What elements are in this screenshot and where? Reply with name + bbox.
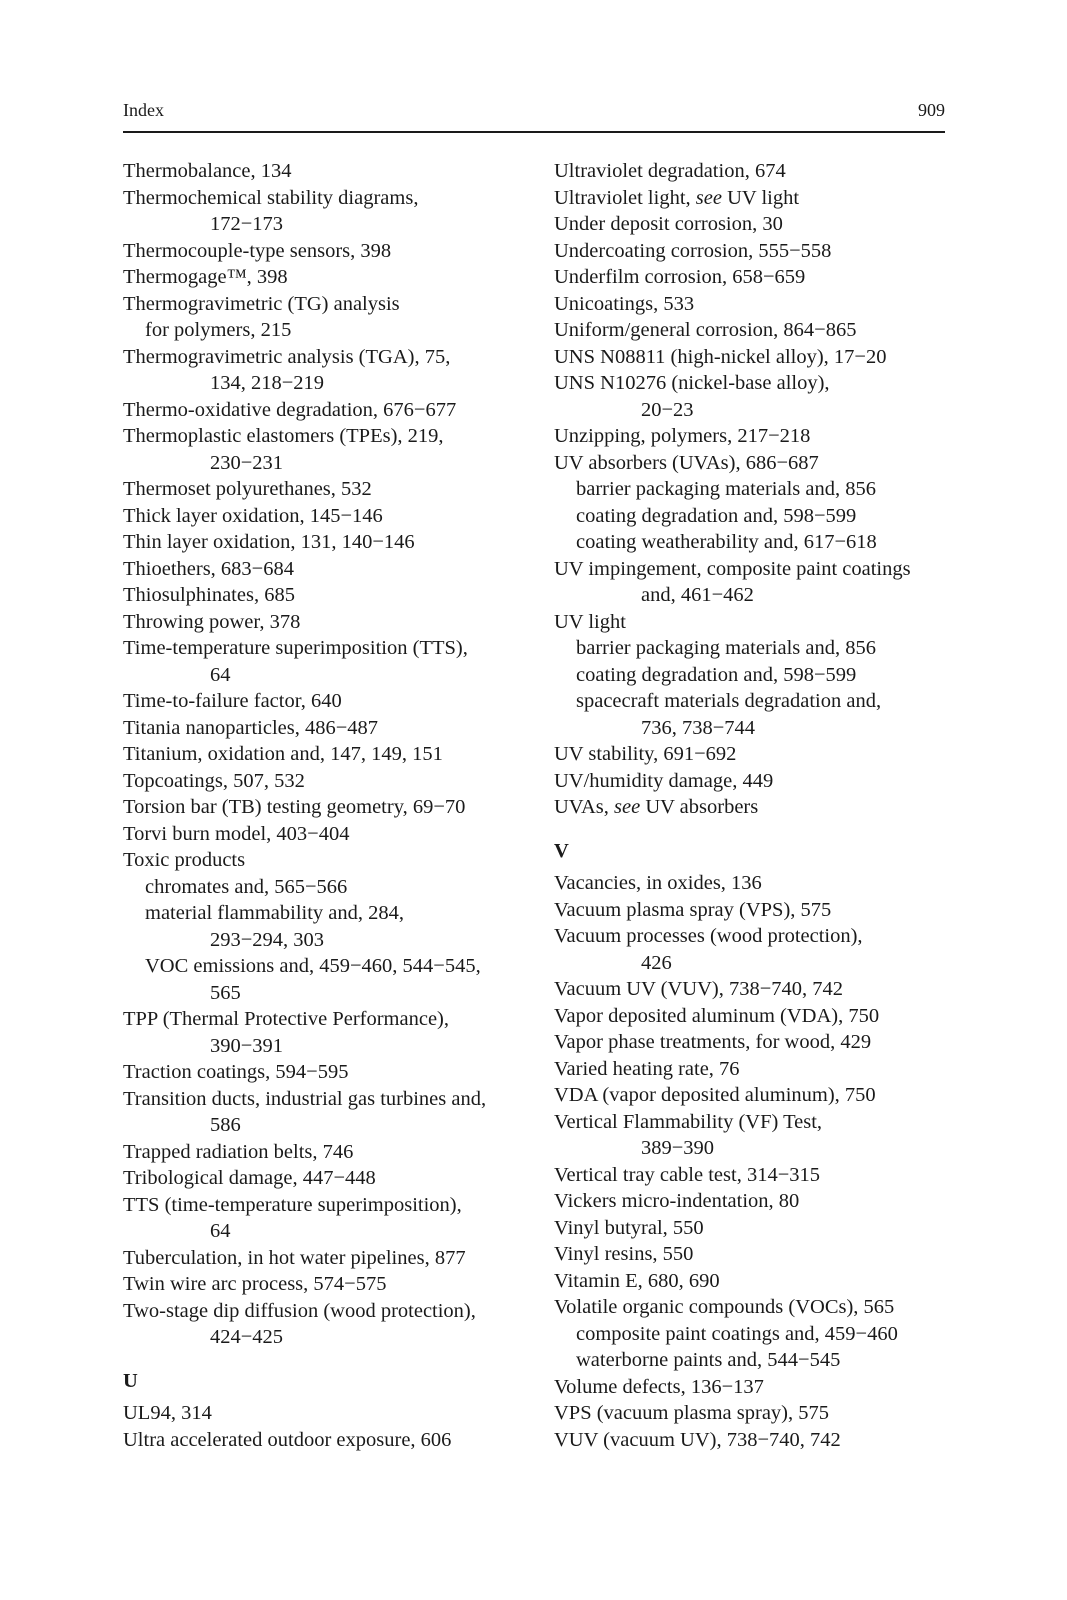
index-entry-target: UV light — [721, 186, 800, 209]
index-entry-term: UVAs, — [554, 796, 614, 818]
index-entry: Thiosulphinates, 685 — [123, 584, 295, 606]
index-entry: Ultraviolet degradation, 674 — [554, 160, 786, 182]
index-entry: Vapor deposited aluminum (VDA), 750 — [554, 1004, 880, 1027]
index-entry-continuation: 293−294, 303 — [210, 928, 325, 951]
index-entry — [554, 794, 949, 821]
index-entry: UV stability, 691−692 — [554, 743, 737, 765]
index-subentry: barrier packaging materials and, 856 — [576, 637, 876, 659]
index-entry: Unicoatings, 533 — [554, 292, 695, 315]
index-entry: Vacuum UV (VUV), 738−740, 742 — [554, 978, 844, 1000]
header-rule — [123, 131, 945, 133]
index-entry-continuation: and, 461−462 — [641, 584, 754, 606]
index-column-left — [123, 158, 528, 1453]
index-entry: Vacancies, in oxides, 136 — [554, 872, 762, 894]
index-entry: Thioethers, 683−684 — [123, 557, 294, 580]
index-subentry: chromates and, 565−566 — [145, 875, 348, 898]
index-entry: Volatile organic compounds (VOCs), 565 — [554, 1296, 895, 1318]
index-entry: Trapped radiation belts, 746 — [123, 1140, 354, 1163]
index-entry: Tuberculation, in hot water pipelines, 877 — [123, 1246, 466, 1269]
index-entry: Vertical Flammability (VF) Test, — [554, 1110, 823, 1133]
index-entry: Thermogage™, 398 — [123, 266, 288, 288]
index-entry: Vickers micro-indentation, 80 — [554, 1190, 800, 1212]
index-entry: Toxic products — [123, 849, 246, 871]
index-entry: VDA (vapor deposited aluminum), 750 — [554, 1084, 876, 1106]
index-entry: Ultra accelerated outdoor exposure, 606 — [123, 1428, 452, 1451]
index-entry: Volume defects, 136−137 — [554, 1375, 764, 1398]
index-entry: Thermocouple-type sensors, 398 — [123, 239, 392, 262]
index-entry: Vacuum plasma spray (VPS), 575 — [554, 898, 832, 921]
index-entry — [554, 185, 949, 212]
page-number: 909 — [918, 100, 945, 120]
index-subentry: waterborne paints and, 544−545 — [576, 1349, 841, 1371]
index-entry: Twin wire arc process, 574−575 — [123, 1273, 387, 1295]
index-entry: Thermoset polyurethanes, 532 — [123, 478, 372, 500]
index-entry: Thermogravimetric analysis (TGA), 75, — [123, 345, 451, 368]
index-entry: UNS N10276 (nickel-base alloy), — [554, 372, 830, 394]
index-entry: Vinyl butyral, 550 — [554, 1216, 704, 1239]
index-entry-continuation: 390−391 — [210, 1034, 284, 1057]
index-entry: Thermo-oxidative degradation, 676−677 — [123, 398, 457, 421]
running-head — [123, 100, 945, 124]
index-subentry: VOC emissions and, 459−460, 544−545, — [145, 955, 481, 977]
index-entry: Vertical tray cable test, 314−315 — [554, 1163, 821, 1186]
index-entry: Topcoatings, 507, 532 — [123, 769, 305, 792]
index-entry: Thermogravimetric (TG) analysis — [123, 292, 400, 315]
index-entry: TTS (time-temperature superimposition), — [123, 1193, 462, 1216]
index-entry: Uniform/general corrosion, 864−865 — [554, 319, 857, 341]
index-entry: UV light — [554, 610, 626, 633]
see-reference: see — [614, 796, 641, 818]
index-entry-continuation: 424−425 — [210, 1326, 284, 1348]
index-entry: Thick layer oxidation, 145−146 — [123, 504, 383, 527]
index-entry: Torsion bar (TB) testing geometry, 69−70 — [123, 796, 466, 818]
index-subentry: composite paint coatings and, 459−460 — [576, 1322, 898, 1345]
index-subentry: coating degradation and, 598−599 — [576, 663, 857, 686]
index-subentry: coating degradation and, 598−599 — [576, 504, 857, 527]
index-entry: UV impingement, composite paint coatings — [554, 557, 911, 580]
index-entry: UV absorbers (UVAs), 686−687 — [554, 451, 819, 474]
index-entry-continuation: 20−23 — [641, 398, 694, 421]
index-entry: Vitamin E, 680, 690 — [554, 1269, 720, 1292]
index-entry: Underfilm corrosion, 658−659 — [554, 266, 806, 288]
index-entry-continuation: 389−390 — [641, 1137, 715, 1159]
index-entry-continuation: 736, 738−744 — [641, 716, 756, 739]
index-entry: Thermochemical stability diagrams, — [123, 186, 419, 209]
index-entry-target: UV absorbers — [640, 796, 759, 818]
index-entry: Thermoplastic elastomers (TPEs), 219, — [123, 425, 444, 447]
index-entry: TPP (Thermal Protective Performance), — [123, 1008, 449, 1030]
index-entry-continuation: 172−173 — [210, 213, 284, 235]
index-entry: Undercoating corrosion, 555−558 — [554, 239, 832, 262]
running-head-section: Index — [123, 100, 164, 120]
index-entry: Tribological damage, 447−448 — [123, 1167, 376, 1189]
index-entry-continuation: 426 — [641, 951, 672, 974]
index-subentry: barrier packaging materials and, 856 — [576, 478, 876, 500]
index-entry: VPS (vacuum plasma spray), 575 — [554, 1402, 829, 1424]
index-entry: Transition ducts, industrial gas turbines and, — [123, 1087, 487, 1110]
index-entry-continuation: 586 — [210, 1114, 241, 1136]
index-entry: Vinyl resins, 550 — [554, 1243, 694, 1265]
see-reference: see — [695, 186, 722, 209]
index-entry: Under deposit corrosion, 30 — [554, 213, 783, 235]
index-entry: Traction coatings, 594−595 — [123, 1061, 349, 1083]
index-entry: Time-temperature superimposition (TTS), — [123, 637, 468, 659]
index-entry: UL94, 314 — [123, 1402, 212, 1424]
index-entry: Vacuum processes (wood protection), — [554, 925, 863, 947]
index-entry: Torvi burn model, 403−404 — [123, 822, 350, 845]
index-subentry: material flammability and, 284, — [145, 902, 405, 924]
index-entry: Two-stage dip diffusion (wood protection), — [123, 1299, 476, 1322]
index-entry-continuation: 134, 218−219 — [210, 372, 325, 394]
index-subentry: coating weatherability and, 617−618 — [576, 531, 877, 553]
index-entry-term: Ultraviolet light, — [554, 186, 696, 209]
index-entry-continuation: 64 — [210, 663, 231, 686]
index-entry: Throwing power, 378 — [123, 610, 301, 633]
index-entry: VUV (vacuum UV), 738−740, 742 — [554, 1428, 841, 1451]
index-entry-continuation: 565 — [210, 981, 241, 1004]
index-entry: Varied heating rate, 76 — [554, 1057, 740, 1080]
index-subentry: spacecraft materials degradation and, — [576, 690, 882, 712]
index-entry-continuation: 64 — [210, 1220, 231, 1242]
index-entry: UV/humidity damage, 449 — [554, 769, 774, 792]
index-entry: Vapor phase treatments, for wood, 429 — [554, 1031, 872, 1053]
index-entry: Thin layer oxidation, 131, 140−146 — [123, 531, 415, 553]
index-entry-continuation: 230−231 — [210, 451, 284, 474]
index-entry: Time-to-failure factor, 640 — [123, 690, 342, 712]
index-entry: Thermobalance, 134 — [123, 160, 292, 182]
index-entry: UNS N08811 (high-nickel alloy), 17−20 — [554, 345, 887, 368]
index-letter-heading-v: V — [554, 839, 569, 862]
index-letter-heading-u: U — [123, 1369, 138, 1392]
index-subentry: for polymers, 215 — [145, 319, 292, 341]
index-entry: Unzipping, polymers, 217−218 — [554, 425, 811, 447]
index-column-right — [554, 158, 949, 1453]
index-entry: Titania nanoparticles, 486−487 — [123, 716, 379, 739]
index-entry: Titanium, oxidation and, 147, 149, 151 — [123, 743, 443, 765]
